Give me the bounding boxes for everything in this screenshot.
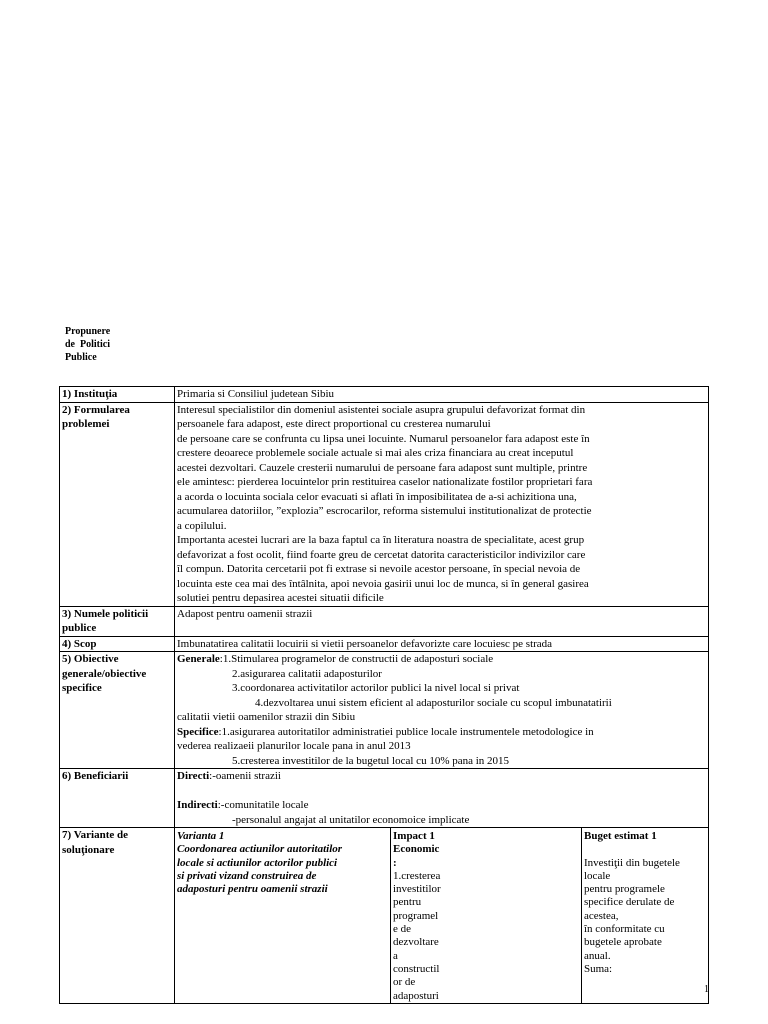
heading-line: Propunere [65, 326, 111, 337]
page-number: 1 [704, 984, 709, 995]
text-line [177, 725, 706, 740]
text-line: acestei dezvoltari. Cauzele cresterii numarului de persoane fara adapost sunt multiple, printre [177, 461, 588, 474]
policy-table [59, 386, 709, 1004]
text-line: locuinta este cea mai des întâlnita, apoi nevoia gasirii unui loc de munca, si în general gasirea [177, 577, 589, 590]
text-line: or de [393, 976, 416, 989]
text-line: îl compun. Datorita cercetarii pot fi extrase si nevoile acestor persoane, în special nevoia de [177, 563, 581, 575]
text-line: 2.asigurarea calitatii adaposturilor [232, 667, 382, 680]
specifice-label: Specifice [177, 725, 219, 738]
row-content [175, 652, 709, 769]
text-line: Importanta acestei lucrari are la baza faptul ca în literatura noastra de specialitate, acest grup [177, 534, 585, 546]
text-line: anual. [584, 949, 611, 962]
row-label: 1) Instituţia [60, 387, 175, 403]
text-line: dezvoltare [393, 936, 439, 949]
impact-subtitle: Economic [393, 843, 440, 856]
row-label: 5) Obiective generale/obiective specifice [60, 652, 175, 769]
impact-colon: : [393, 856, 397, 869]
heading-line: Publice [65, 352, 97, 363]
indirecti-text: :-comunitatile locale [217, 799, 309, 811]
text-line: calitatii vietii oamenilor strazii din Sibiu [177, 711, 356, 723]
row-variante [60, 828, 709, 1004]
row-institutia [60, 387, 709, 403]
row-beneficiarii [60, 769, 709, 828]
text-line [177, 798, 706, 813]
row-numele [60, 606, 709, 636]
directi-label: Directi [177, 770, 210, 782]
varianta-title: Varianta 1 [177, 830, 225, 842]
row-content: Primaria si Consiliul judetean Sibiu [175, 387, 709, 403]
text-line: a [393, 949, 398, 962]
text-line: e de [393, 923, 412, 936]
text-line: Coordonarea actiunilor autoritatilor [177, 843, 343, 856]
text-line: de persoane care se confrunta cu lipsa unei locuinte. Numarul persoanelor fara adapost este în [177, 432, 590, 445]
text-line: Investiţii din bugetele [584, 856, 680, 869]
text-line: -personalul angajat al unitatilor economoice implicate [232, 813, 470, 826]
spacer [177, 784, 706, 799]
row-label: 2) Formularea problemei [60, 402, 175, 606]
row-label: 3) Numele politicii publice [60, 606, 175, 636]
text-line: locale si actiunilor actorilor publici [177, 856, 338, 869]
row-formularea [60, 402, 709, 606]
row-label: 7) Variante de soluţionare [60, 828, 175, 1004]
row-content: Imbunatatirea calitatii locuirii si vietii persoanelor defavorizte care locuiesc pe strada [175, 636, 709, 652]
text-line: defavorizat a fost ocolit, fiind foarte greu de cercetat datorita caracteristicilor indivizilor care [177, 548, 586, 561]
text-line: acestea, [584, 909, 619, 922]
impact-cell [391, 828, 582, 1003]
text-line: adaposturi pentru oamenii strazii [177, 883, 328, 896]
buget-cell [582, 828, 709, 1003]
text-line: Interesul specialistilor din domeniul asistentei sociale asupra grupului defavorizat format din [177, 403, 586, 416]
row-content [175, 769, 709, 828]
document-heading [65, 325, 165, 364]
row-obiective [60, 652, 709, 769]
heading-line: de Politici [65, 339, 110, 350]
impact-title: Impact 1 [393, 830, 435, 842]
text-line: 5.cresterea investitilor de la bugetul local cu 10% pana in 2015 [232, 754, 510, 767]
text-line [177, 769, 706, 784]
text-line: 1.cresterea [393, 869, 441, 882]
text-line: pentru [393, 896, 422, 909]
row-content [175, 828, 709, 1004]
text-line: solutiei pentru depasirea acestei situatii dificile [177, 592, 384, 604]
text-line: în conformitate cu [584, 923, 665, 936]
text-line: a acorda o locuinta sociala celor evacuati si aflati în imposibilitatea de a-si achizitiona una, [177, 490, 577, 503]
text-line: investitilor [393, 883, 441, 896]
row-content [175, 402, 709, 606]
text-line: persoanele fara adapost, este direct proportional cu cresterea numarului [177, 418, 491, 430]
text-line: pentru programele [584, 883, 665, 896]
text-line: constructil [393, 962, 440, 975]
generale-item: :1.Stimularea programelor de constructii de adaposturi sociale [219, 653, 494, 665]
row-label: 4) Scop [60, 636, 175, 652]
varianta-cell [175, 828, 391, 1003]
text-line: si privati vizand construirea de [177, 869, 317, 882]
text-line: a copilului. [177, 519, 227, 532]
text-line: specifice derulate de [584, 896, 675, 909]
text-line: vederea realizaeii planurilor locale pana in anul 2013 [177, 740, 411, 752]
text-line: bugetele aprobate [584, 936, 662, 949]
generale-label: Generale [177, 653, 220, 665]
text-line: locale [584, 869, 611, 882]
spacer [584, 843, 706, 856]
row-content: Adapost pentru oamenii strazii [175, 606, 709, 636]
variante-table [175, 828, 708, 1003]
indirecti-label: Indirecti [177, 799, 218, 811]
text-line: Suma: [584, 962, 613, 975]
text-line: 4.dezvoltarea unui sistem eficient al adaposturilor sociale cu scopul imbunatatirii [255, 696, 612, 709]
text-line: 3.coordonarea activitatilor actorilor publici la nivel local si privat [232, 682, 520, 694]
row-label: 6) Beneficiarii [60, 769, 175, 828]
directi-text: :-oamenii strazii [209, 770, 281, 782]
text-line: crestere deoarece problemele sociale actuale si mai ales criza financiara au creat inceputul [177, 447, 574, 459]
text-line: adaposturi [393, 989, 439, 1002]
text-line [177, 652, 706, 667]
text-line: ele amintesc: pierderea locuintelor prin restituirea caselor nationalizate fostilor proprietari fara [177, 476, 593, 488]
text-line: programel [393, 909, 439, 922]
text-line: acumularea datoriilor, ”explozia” escrocarilor, reforma sistemului institutionalizat de protectie [177, 505, 592, 517]
specifice-item: :1.asigurarea autoritatilor administratiei publice locale instrumentele metodologice in [218, 725, 594, 738]
row-scop [60, 636, 709, 652]
buget-title: Buget estimat 1 [584, 830, 657, 842]
